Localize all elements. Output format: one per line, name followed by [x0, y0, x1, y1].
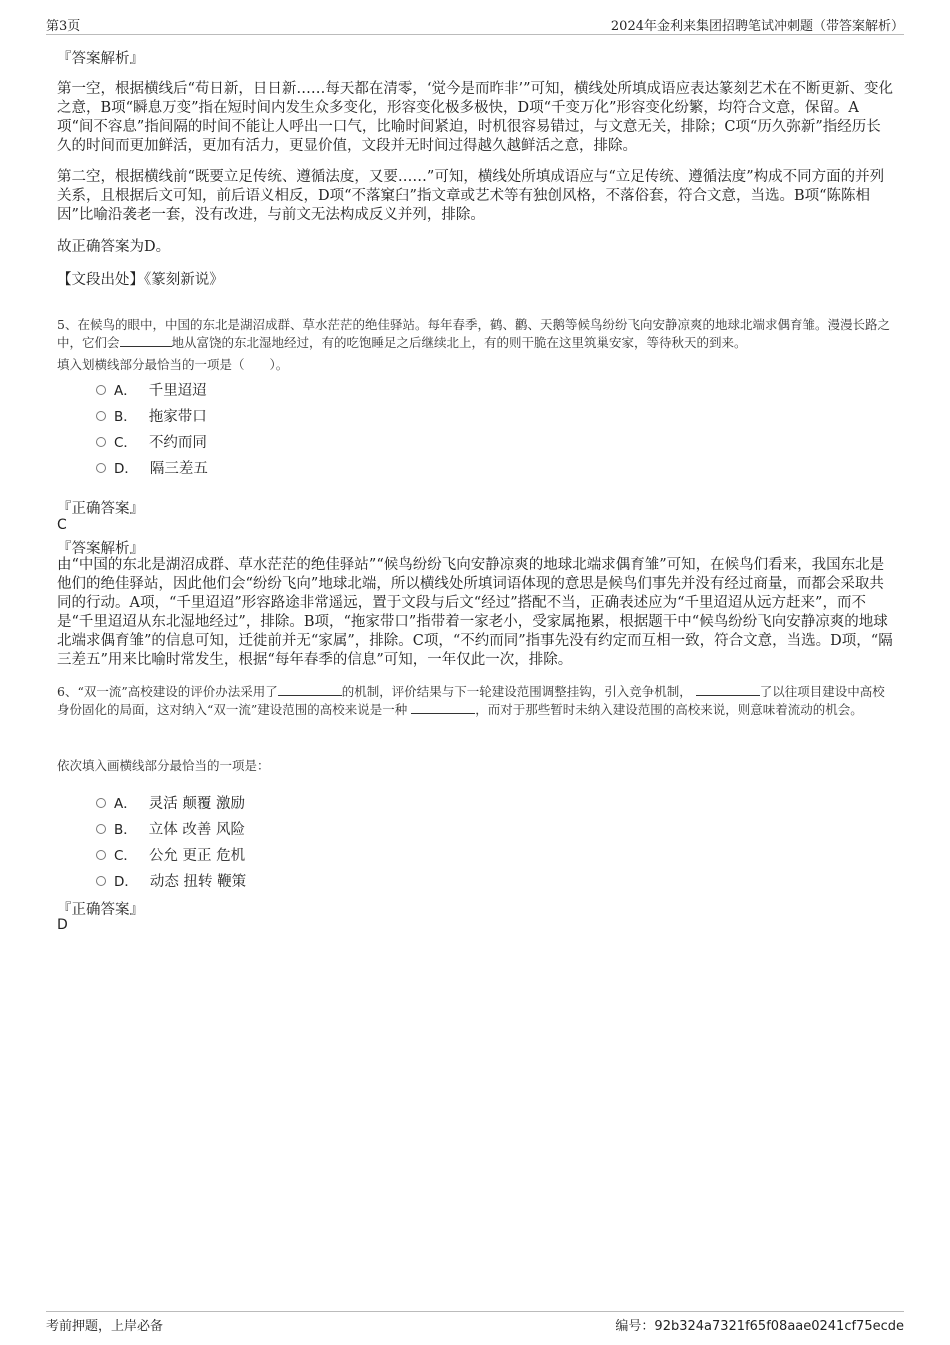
q6-option-d[interactable]: D． 动态 扭转 鞭策 — [96, 870, 246, 890]
page-number: 第3页 — [46, 19, 81, 34]
analysis-label: 『答案解析』 — [57, 51, 144, 67]
fill-blank — [120, 334, 172, 347]
q6-answer: D — [57, 917, 68, 933]
radio-icon[interactable] — [96, 385, 106, 395]
radio-icon[interactable] — [96, 850, 106, 860]
fill-blank — [278, 683, 342, 696]
q6-answer-label: 『正确答案』 — [57, 902, 144, 918]
page-header — [46, 14, 904, 35]
radio-icon[interactable] — [96, 437, 106, 447]
analysis-para-2: 第二空，根据横线前“既要立足传统、遵循法度，又要……”可知，横线处所填成语应与“立足传统、遵循法度”构成不同方面的并列关系，且根据后文可知，前后语义相反，D项“不落窠臼”指文章或艺术等有独创风格，不落俗套，符合文意，当选。B项“陈陈相因”比喻沿袭老一套，没有改进，与前文无法构成反义并列，排除。 — [57, 169, 885, 223]
page-footer — [46, 1311, 904, 1334]
question-6-stem: 6、“双一流”高校建设的评价办法采用了 的机制，评价结果与下一轮建设范围调整挂钩，引入竞争机制， 了以往项目建设中高校身份固化的局面，这对纳入“双一流”建设范围的高校来说是一种 ，而对于那些暂时未纳入建设范围的高校来说，则意味着流动的机会。 — [57, 684, 885, 717]
fill-blank — [411, 701, 475, 714]
question-5-stem: 5、在候鸟的眼中，中国的东北是湖沼成群、草水茫茫的绝佳驿站。每年春季，鹤、鹳、天鹅等候鸟纷纷飞向安静凉爽的地球北端求偶育雏。漫漫长路之中，它们会 地从富饶的东北湿地经过，有的吃饱睡足之后继续北上，有的则干脆在这里筑巢安家，等待秋天的到来。 — [57, 317, 890, 350]
radio-icon[interactable] — [96, 824, 106, 834]
document-title: 2024年金利来集团招聘笔试冲刺题（带答案解析） — [610, 19, 904, 34]
q5-option-b[interactable]: B． 拖家带口 — [96, 405, 207, 425]
q5-answer-label: 『正确答案』 — [57, 501, 144, 517]
q5-option-d[interactable]: D． 隔三差五 — [96, 457, 208, 477]
question-5-prompt: 填入划横线部分最恰当的一项是（ ）。 — [57, 357, 289, 372]
q5-analysis: 由“中国的东北是湖沼成群、草水茫茫的绝佳驿站”“候鸟纷纷飞向安静凉爽的地球北端求偶育雏”可知，在候鸟们看来，我国东北是他们的绝佳驿站，因此他们会“纷纷飞向”地球北端，所以横线处所填词语体现的意思是候鸟们事先并没有经过商量，而都会采取共同的行动。A项，“千里迢迢”形容路途非常遥远，置于文段与后文“经过”搭配不当，正确表述应为“千里迢迢从远方赶来”，而不是“千里迢迢从东北湿地经过”，排除。B项，“拖家带口”指带着一家老小，受家属拖累，根据题干中“候鸟纷纷飞向安静凉爽的地球北端求偶育雏”的信息可知，迁徙前并无“家属”，排除。C项，“不约而同”指事先没有约定而互相一致，符合文意，当选。D项，“隔三差五”用来比喻时常发生，根据“每年春季的信息”可知，一年仅此一次，排除。 — [57, 557, 893, 668]
analysis-para-1: 第一空，根据横线后“苟日新，日日新……每天都在清零，‘觉今是而昨非’”可知，横线处所填成语应表达篆刻艺术在不断更新、变化之意，B项“瞬息万变”指在短时间内发生众多变化，形容变化极多极快，D项“千变万化”形容变化纷繁，均符合文意，保留。A项“间不容息”指间隔的时间不能让人呼出一口气，比喻时间紧迫，时机很容易错过，与文意无关，排除；C项“历久弥新”指经历长久的时间而更加鲜活，更加有活力，更显价值，文段并无时间过得越久越鲜活之意，排除。 — [57, 81, 894, 154]
q5-option-a[interactable]: A． 千里迢迢 — [96, 379, 207, 399]
footer-code: 编号：92b324a7321f65f08aae0241cf75ecde — [615, 1319, 904, 1334]
radio-icon[interactable] — [96, 411, 106, 421]
footer-slogan: 考前押题，上岸必备 — [46, 1319, 164, 1334]
analysis-conclusion: 故正确答案为D。 — [57, 239, 171, 255]
q5-answer: C — [57, 517, 67, 533]
radio-icon[interactable] — [96, 876, 106, 886]
q6-option-a[interactable]: A． 灵活 颠覆 激励 — [96, 792, 245, 812]
question-6-prompt: 依次填入画横线部分最恰当的一项是： — [57, 758, 270, 773]
text-source: 【文段出处】《篆刻新说》 — [57, 272, 224, 288]
q6-option-b[interactable]: B． 立体 改善 风险 — [96, 818, 245, 838]
fill-blank — [696, 683, 760, 696]
q6-option-c[interactable]: C． 公允 更正 危机 — [96, 844, 245, 864]
q5-analysis-label: 『答案解析』 — [57, 541, 144, 557]
q5-option-c[interactable]: C． 不约而同 — [96, 431, 207, 451]
radio-icon[interactable] — [96, 463, 106, 473]
radio-icon[interactable] — [96, 798, 106, 808]
